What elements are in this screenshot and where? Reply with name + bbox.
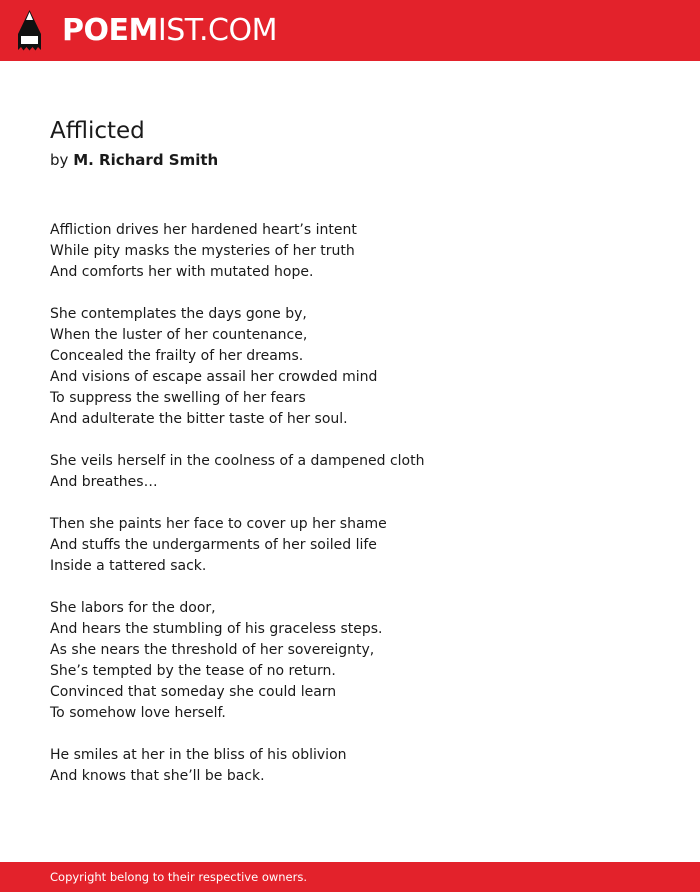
- poem-line: When the luster of her countenance,: [50, 327, 308, 343]
- poem-line: To suppress the swelling of her fears: [50, 390, 306, 406]
- logo-text: [62, 10, 277, 52]
- poem-byline: [50, 150, 650, 170]
- poem-line: She contemplates the days gone by,: [50, 306, 307, 322]
- poem-stanza: [50, 220, 650, 283]
- poem-line: She’s tempted by the tease of no return.: [50, 663, 336, 679]
- poem-line: She labors for the door,: [50, 600, 216, 616]
- poem-body: [50, 220, 650, 787]
- poem-stanza: [50, 514, 650, 577]
- poem-stanza: [50, 745, 650, 787]
- logo-text-bold: POEM: [62, 13, 158, 48]
- poem-stanza: [50, 304, 650, 430]
- poem-line: And knows that she’ll be back.: [50, 768, 265, 784]
- poem-line: Affliction drives her hardened heart’s intent: [50, 222, 357, 238]
- poem-author: M. Richard Smith: [73, 151, 219, 169]
- byline-prefix: by: [50, 151, 69, 169]
- poem-line: She veils herself in the coolness of a dampened cloth: [50, 453, 425, 469]
- site-logo[interactable]: [17, 10, 277, 52]
- poem-line: Convinced that someday she could learn: [50, 684, 337, 700]
- pencil-icon: [17, 10, 42, 52]
- poem-line: He smiles at her in the bliss of his oblivion: [50, 747, 347, 763]
- poem-line: As she nears the threshold of her sovereignty,: [50, 642, 375, 658]
- copyright-text: Copyright belong to their respective owners.: [50, 870, 308, 884]
- poem-line: To somehow love herself.: [50, 705, 226, 721]
- logo-text-light: IST.COM: [157, 13, 277, 48]
- poem-stanza: [50, 598, 650, 724]
- poem-line: And stuffs the undergarments of her soiled life: [50, 537, 377, 553]
- site-footer: [0, 862, 700, 892]
- poem-line: Then she paints her face to cover up her shame: [50, 516, 387, 532]
- poem-stanza: [50, 451, 650, 493]
- poem-line: And breathes…: [50, 474, 158, 490]
- poem-line: While pity masks the mysteries of her truth: [50, 243, 355, 259]
- poem-line: Concealed the frailty of her dreams.: [50, 348, 304, 364]
- poem-content: [50, 116, 650, 808]
- site-header: [0, 0, 700, 61]
- poem-title: Afflicted: [50, 118, 145, 144]
- poem-line: And visions of escape assail her crowded mind: [50, 369, 378, 385]
- poem-line: And adulterate the bitter taste of her soul.: [50, 411, 348, 427]
- poem-line: And hears the stumbling of his graceless steps.: [50, 621, 383, 637]
- poem-line: And comforts her with mutated hope.: [50, 264, 314, 280]
- poem-line: Inside a tattered sack.: [50, 558, 207, 574]
